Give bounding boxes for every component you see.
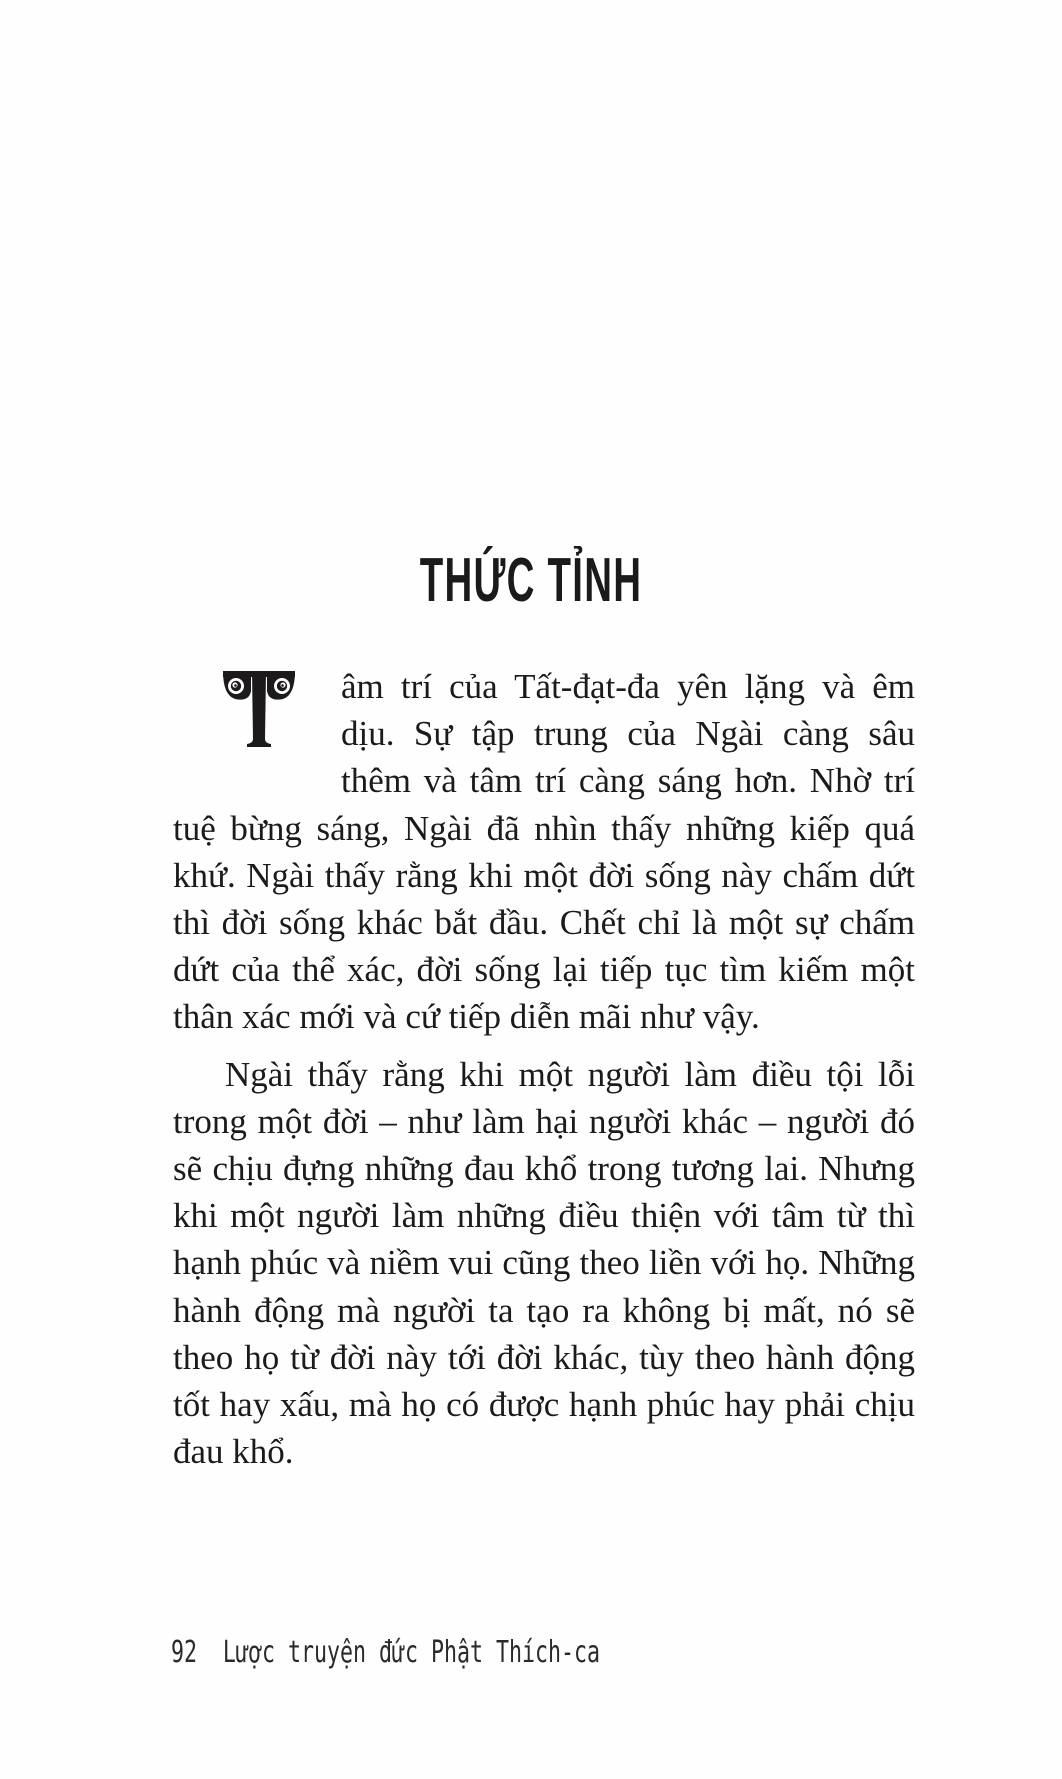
paragraph-1	[173, 663, 915, 1041]
drop-cap-t-icon	[221, 669, 341, 759]
paragraph-1-text: âm trí của Tất-đạt-đa yên lặng và êm dịu. Sự tập trung của Ngài càng sâu thêm và tâm trí càng sáng hơn. Nhờ trí tuệ bừng sáng, Ngài đã nhìn thấy những kiếp quá khứ. Ngài thấy rằng khi một đời sống này chấm dứt thì đời sống khác bắt đầu. Chết chỉ là một sự chấm dứt của thể xác, đời sống lại tiếp tục tìm kiếm một thân xác mới và cứ tiếp diễn mãi như vậy.	[173, 667, 915, 1037]
page-footer	[171, 1633, 600, 1673]
page-number: 92	[171, 1635, 198, 1670]
chapter-title: THỨC TỈNH	[419, 546, 643, 615]
body-text	[173, 663, 915, 1475]
paragraph-2: Ngài thấy rằng khi một người làm điều tội lỗi trong một đời – như làm hại người khác – người đó sẽ chịu đựng những đau khổ trong tương lai. Nhưng khi một người làm những điều thiện với tâm từ thì hạnh phúc và niềm vui cũng theo liền với họ. Những hành động mà người ta tạo ra không bị mất, nó sẽ theo họ từ đời này tới đời khác, tùy theo hành động tốt hay xấu, mà họ có được hạnh phúc hay phải chịu đau khổ.	[173, 1054, 915, 1472]
running-book-title: Lược truyện đức Phật Thích-ca	[222, 1635, 601, 1670]
